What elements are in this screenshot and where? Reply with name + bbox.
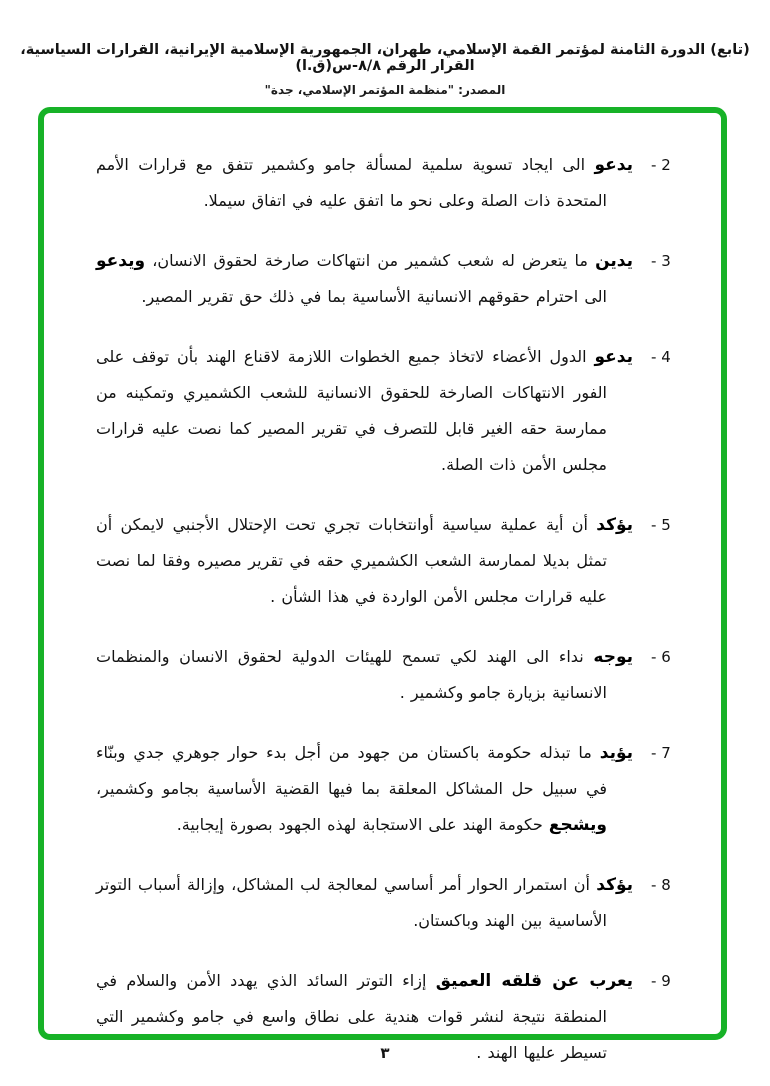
item-bold-verb: يدين bbox=[595, 251, 633, 271]
item-bold-verb: يوجه bbox=[593, 647, 633, 667]
item-text-segment: نداء الى الهند لكي تسمح للهيئات الدولية لحقوق الانسان والمنظمات الانسانية بزيارة جامو وكشمير . bbox=[96, 647, 607, 702]
item-bold-verb: يدعو bbox=[594, 155, 633, 175]
resolution-item-6 bbox=[96, 639, 691, 711]
item-number: 5 - bbox=[651, 516, 671, 534]
item-number: 2 - bbox=[651, 156, 671, 174]
resolution-body bbox=[44, 113, 721, 1062]
item-text-segment: ما تبذله حكومة باكستان من جهود من أجل بدء حوار جوهري جدي وبنّاء في سبيل حل المشاكل المعلقة بما فيها القضية الأساسية بجامو وكشمير، bbox=[96, 743, 607, 798]
green-border-frame bbox=[38, 107, 727, 1062]
item-text bbox=[96, 147, 633, 219]
resolution-item-7 bbox=[96, 735, 691, 843]
resolution-item-5 bbox=[96, 507, 691, 615]
item-text-segment: أن أية عملية سياسية أوانتخابات تجري تحت الإحتلال الأجنبي لايمكن أن تمثل بديلا لممارسة الشعب الكشميري حقه في تقرير مصيره وفقا لما نصت عليه قرارات مجلس الأمن الواردة في هذا الشأن . bbox=[96, 515, 607, 606]
item-text-segment: إزاء التوتر السائد الذي يهدد الأمن والسلام في المنطقة نتيجة لنشر قوات هندية على نطاق واسع في جامو وكشمير التي تسيطر عليها الهند . bbox=[96, 971, 607, 1062]
item-number: 3 - bbox=[651, 252, 671, 270]
item-number: 6 - bbox=[651, 648, 671, 666]
item-text bbox=[96, 339, 633, 483]
item-text bbox=[96, 243, 633, 315]
header-source: المصدر: "منظمة المؤتمر الإسلامي، جدة" bbox=[264, 83, 506, 97]
item-text bbox=[96, 639, 633, 711]
item-text bbox=[96, 867, 633, 939]
item-bold-verb: يدعو bbox=[594, 347, 633, 367]
item-text-segment: ما يتعرض له شعب كشمير من انتهاكات صارخة لحقوق الانسان، bbox=[145, 251, 596, 270]
item-bold-verb: يعرب عن قلقه العميق bbox=[435, 971, 633, 991]
item-text bbox=[96, 735, 633, 843]
item-bold-verb-2: ويشجع bbox=[548, 815, 607, 835]
page-number: ٣ bbox=[380, 1044, 390, 1062]
item-text-segment-2: الى احترام حقوقهم الانسانية الأساسية بما في ذلك حق تقرير المصير. bbox=[141, 287, 607, 306]
resolution-item-8 bbox=[96, 867, 691, 939]
item-number: 8 - bbox=[651, 876, 671, 894]
item-number: 7 - bbox=[651, 744, 671, 762]
item-text-segment: الى ايجاد تسوية سلمية لمسألة جامو وكشمير تتفق مع قرارات الأمم المتحدة ذات الصلة وعلى نحو ما اتفق عليه في اتفاق سيملا. bbox=[96, 155, 607, 210]
item-number: 4 - bbox=[651, 348, 671, 366]
resolution-item-3 bbox=[96, 243, 691, 315]
document-header bbox=[0, 42, 770, 97]
item-bold-verb: يؤكد bbox=[596, 515, 633, 535]
item-text-segment: الدول الأعضاء لاتخاذ جميع الخطوات اللازمة لاقناع الهند بأن توقف على الفور الانتهاكات الصارخة للحقوق الانسانية للشعب الكشميري وتمكينه من ممارسة حقه الغير قابل للتصرف في تقرير المصير كما نصت عليه قرارات مجلس الأمن ذات الصلة. bbox=[96, 347, 607, 474]
item-text-segment-2: حكومة الهند على الاستجابة لهذه الجهود بصورة إيجابية. bbox=[176, 815, 549, 834]
header-title: (تابع) الدورة الثامنة لمؤتمر القمة الإسلامي، طهران، الجمهورية الإسلامية الإيرانية، القرارات السياسية، القرار الرقم ٨/٨-س(ق.ا) bbox=[20, 42, 750, 74]
item-bold-verb: يؤيد bbox=[599, 743, 633, 763]
resolution-item-2 bbox=[96, 147, 691, 219]
resolution-item-4 bbox=[96, 339, 691, 483]
item-text bbox=[96, 507, 633, 615]
item-bold-verb: يؤكد bbox=[596, 875, 633, 895]
item-text-segment: أن استمرار الحوار أمر أساسي لمعالجة لب المشاكل، وإزالة أسباب التوتر الأساسية بين الهند وباكستان. bbox=[96, 875, 607, 930]
item-bold-verb-2: ويدعو bbox=[96, 251, 146, 271]
item-number: 9 - bbox=[651, 972, 671, 990]
